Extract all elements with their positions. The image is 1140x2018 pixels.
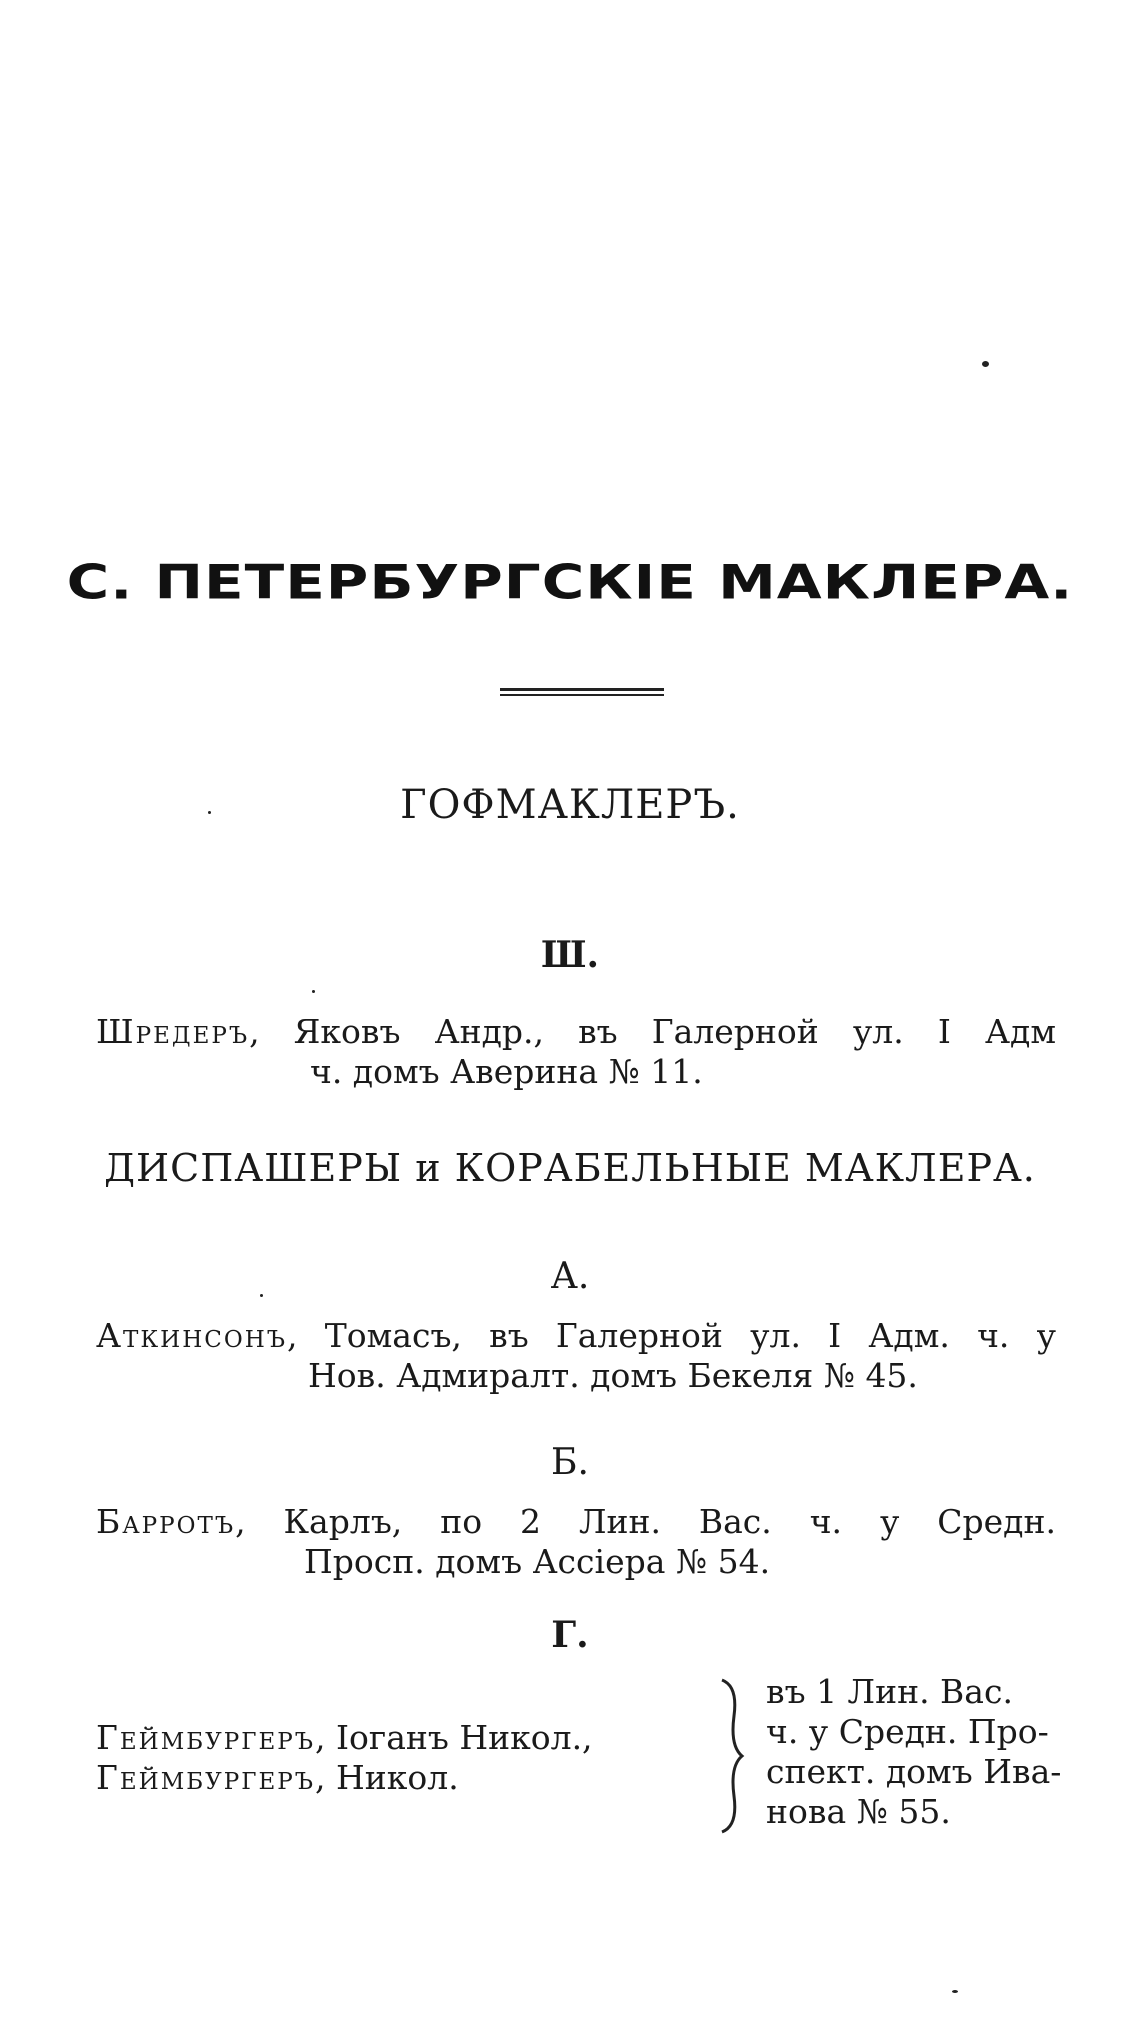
entry-line-1: [96, 1316, 1056, 1356]
entry-line-1: [96, 1502, 1056, 1542]
entry-line-2: Нов. Адмиралт. домъ Бекеля № 45.: [308, 1356, 918, 1395]
entry-shreder: [96, 1012, 1056, 1092]
title-double-rule: [500, 688, 664, 696]
group-name-line: [96, 1718, 716, 1758]
address-line: ч. у Средн. Про-: [766, 1712, 1049, 1751]
entry-details: , Іоганъ Никол.,: [315, 1718, 593, 1757]
print-speck: [982, 361, 989, 367]
print-speck: [208, 811, 211, 814]
entry-group-address: [766, 1672, 1066, 1832]
address-line: въ 1 Лин. Вас.: [766, 1672, 1013, 1711]
entry-line-1: [96, 1012, 1056, 1052]
entry-surname: Шредеръ: [96, 1012, 250, 1051]
section-heading-dispashery: ДИСПАШЕРЫ и КОРАБЕЛЬНЫЕ МАКЛЕРА.: [104, 1146, 1036, 1190]
entry-details: , Томасъ, въ Галерной ул. I Адм. ч. у: [287, 1316, 1056, 1355]
section-heading-gofmakler: ГОФМАКЛЕРЪ.: [400, 782, 740, 828]
print-speck: [952, 1990, 958, 1993]
address-line: спект. домъ Ива-: [766, 1752, 1062, 1791]
entry-line-2: ч. домъ Аверина № 11.: [310, 1052, 703, 1091]
entry-surname: Геймбургеръ: [96, 1758, 316, 1797]
letter-heading-a: А.: [550, 1256, 590, 1297]
entry-atkinson: [96, 1316, 1056, 1396]
entry-details: , Яковъ Андр., въ Галерной ул. I Адм: [249, 1012, 1056, 1051]
entry-barrot: [96, 1502, 1056, 1582]
address-line: нова № 55.: [766, 1792, 951, 1831]
group-name-line: [96, 1758, 716, 1798]
entry-surname: Аткинсонъ: [96, 1316, 288, 1355]
curly-brace: [712, 1676, 752, 1836]
print-speck: [312, 990, 315, 993]
entry-group-names: [96, 1718, 716, 1798]
print-speck: [260, 1294, 263, 1297]
entry-details: , Карлъ, по 2 Лин. Вас. ч. у Средн.: [235, 1502, 1056, 1541]
entry-surname: Геймбургеръ: [96, 1718, 316, 1757]
page-title: С. ПЕТЕРБУРГСКІЕ МАКЛЕРА.: [66, 554, 1074, 610]
letter-heading-g: Г.: [551, 1614, 589, 1656]
entry-line-2: Просп. домъ Ассіера № 54.: [304, 1542, 771, 1581]
entry-surname: Барротъ: [96, 1502, 236, 1541]
entry-details: , Никол.: [315, 1758, 459, 1797]
letter-heading-sh: Ш.: [540, 934, 600, 976]
letter-heading-b: Б.: [551, 1442, 589, 1483]
